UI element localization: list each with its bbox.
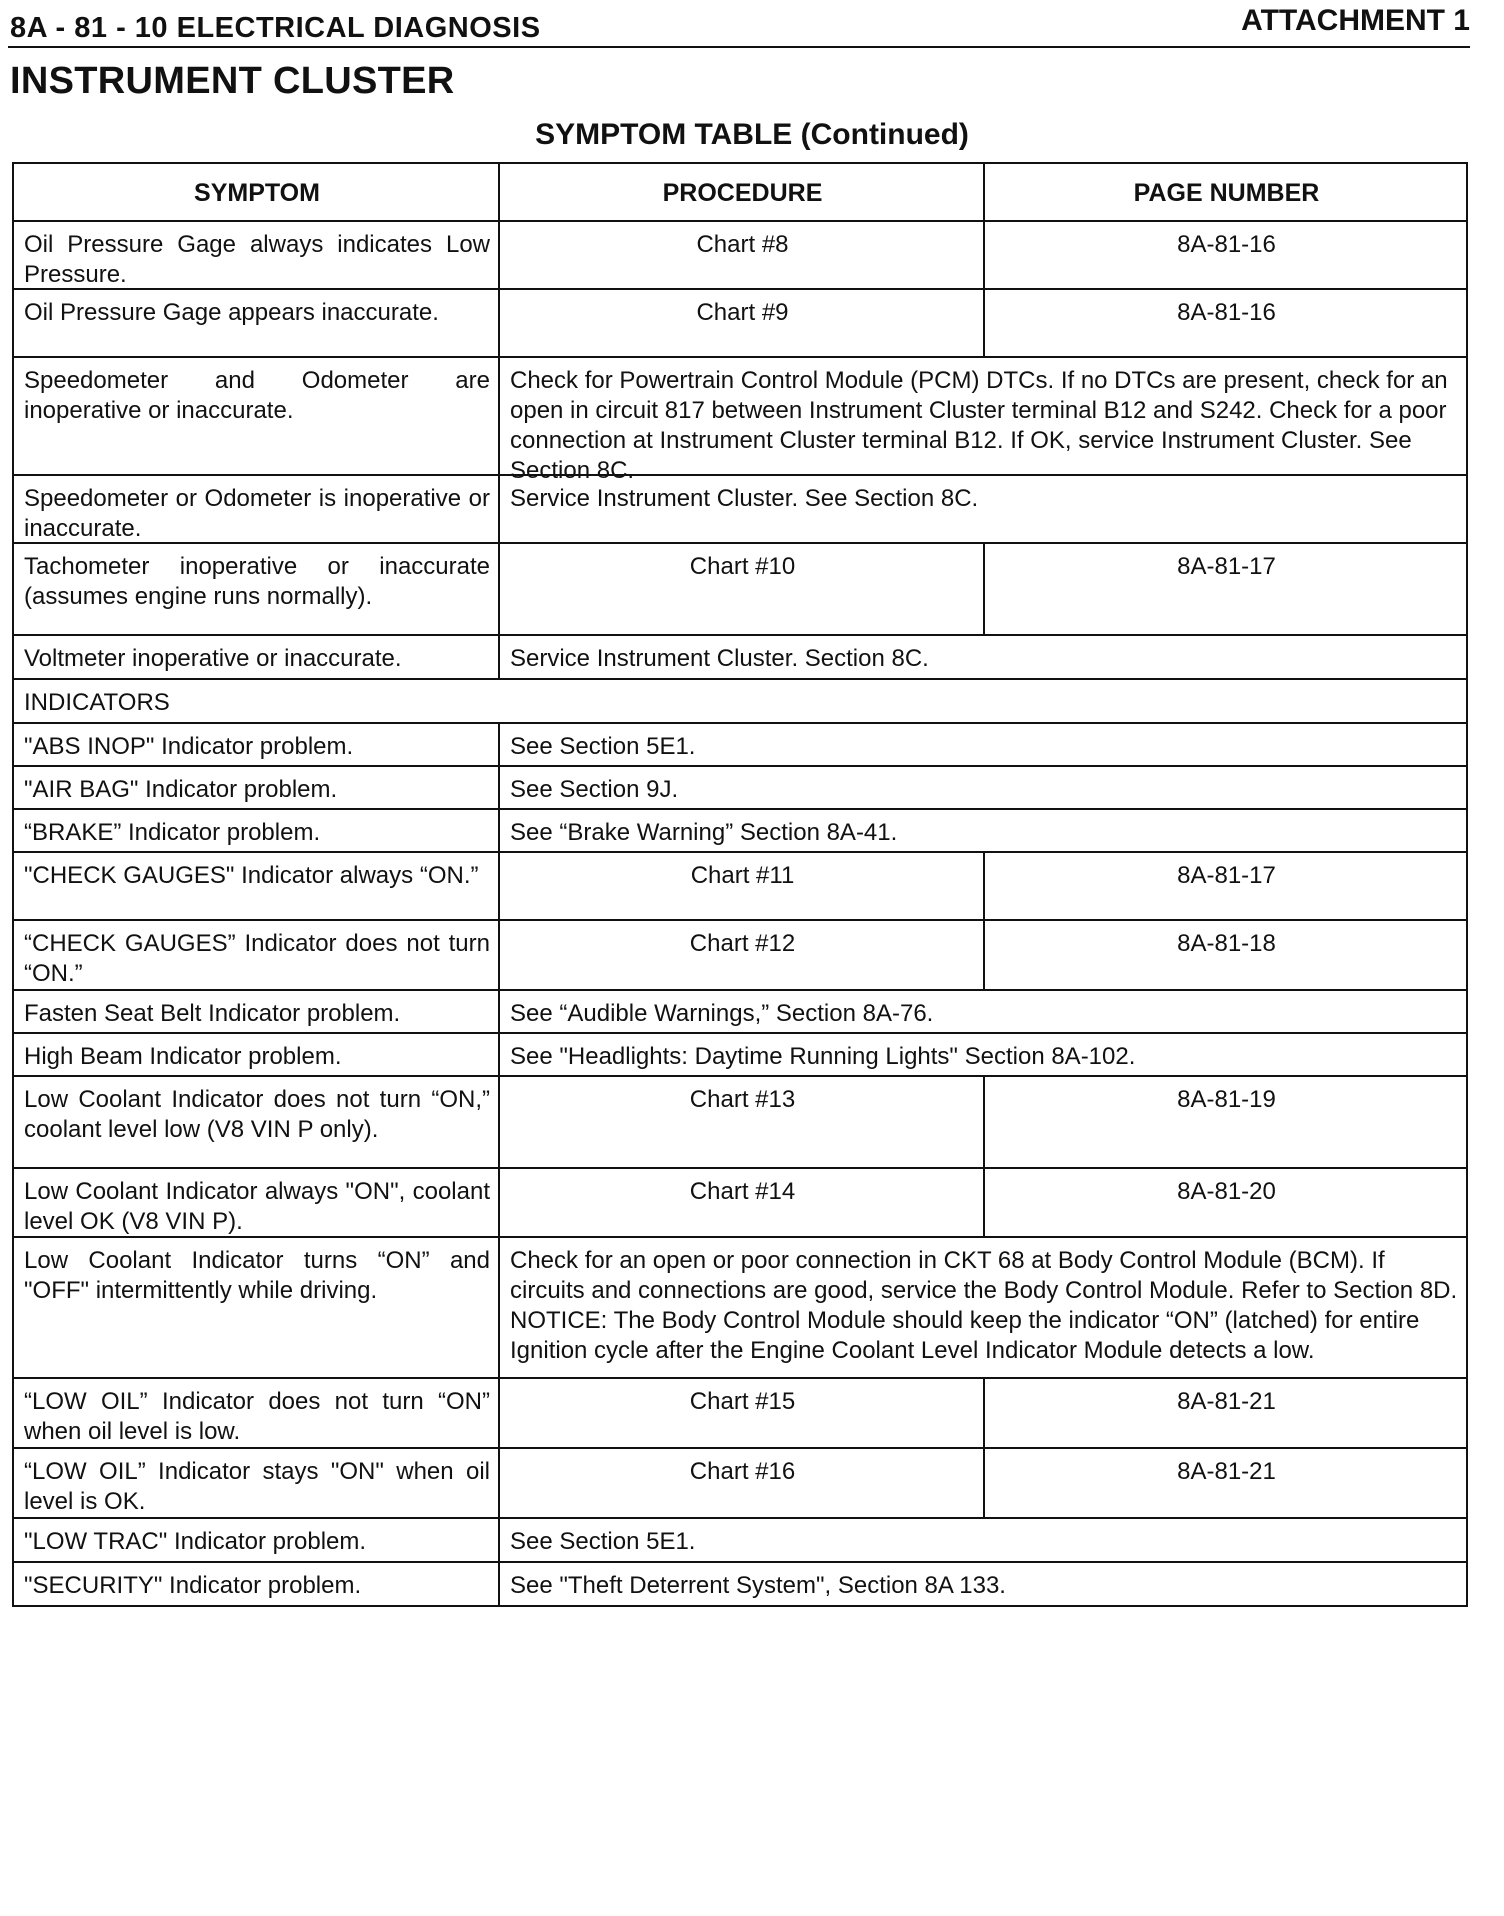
procedure-cell: See “Audible Warnings,” Section 8A-76. bbox=[510, 1000, 934, 1027]
section-title: INSTRUMENT CLUSTER bbox=[10, 60, 455, 102]
page-number-cell: 8A-81-17 bbox=[1177, 862, 1276, 889]
symptom-cell: Speedometer or Odometer is inoperative or inaccurate. bbox=[14, 476, 500, 542]
table-row bbox=[14, 853, 1466, 921]
column-header-procedure: PROCEDURE bbox=[500, 164, 985, 220]
symptom-cell: Fasten Seat Belt Indicator problem. bbox=[14, 991, 500, 1032]
symptom-cell: High Beam Indicator problem. bbox=[14, 1034, 500, 1075]
page-number-cell: 8A-81-20 bbox=[1177, 1178, 1276, 1205]
table-row bbox=[14, 1563, 1466, 1607]
page-reference: 8A - 81 - 10 ELECTRICAL DIAGNOSIS bbox=[10, 12, 541, 44]
procedure-cell: Chart #15 bbox=[500, 1379, 985, 1447]
symptom-cell: "SECURITY" Indicator problem. bbox=[14, 1563, 500, 1605]
page-number-cell: 8A-81-19 bbox=[1177, 1086, 1276, 1113]
table-row bbox=[14, 1034, 1466, 1077]
table-row bbox=[14, 991, 1466, 1034]
procedure-cell: Chart #9 bbox=[500, 290, 985, 356]
column-header-symptom: SYMPTOM bbox=[14, 164, 500, 220]
procedure-cell: Check for an open or poor connection in CKT 68 at Body Control Module (BCM). If circuits and connections are good, service the Body Control Module. Refer to Section 8D. NOTICE: The Body Control Module should keep the indicator “ON” (latched) for entire Ignition cycle after the Engine Coolant Level Indicator Module detects a low. bbox=[510, 1247, 1458, 1364]
procedure-cell: Chart #13 bbox=[500, 1077, 985, 1167]
table-row bbox=[14, 358, 1466, 484]
table-row bbox=[14, 1519, 1466, 1563]
table-row bbox=[14, 290, 1466, 358]
table-row bbox=[14, 724, 1466, 767]
symptom-cell: “LOW OIL” Indicator does not turn “ON” when oil level is low. bbox=[14, 1379, 500, 1447]
symptom-cell: “LOW OIL” Indicator stays "ON" when oil level is OK. bbox=[14, 1449, 500, 1517]
procedure-cell: See Section 5E1. bbox=[510, 733, 696, 760]
symptom-cell: Oil Pressure Gage appears inaccurate. bbox=[14, 290, 500, 356]
page-number-cell: 8A-81-16 bbox=[1177, 231, 1276, 258]
procedure-cell: See “Brake Warning” Section 8A-41. bbox=[510, 819, 898, 846]
page-number-cell: 8A-81-16 bbox=[1177, 299, 1276, 326]
table-row bbox=[14, 1169, 1466, 1238]
symptom-table bbox=[12, 162, 1468, 1607]
table-row bbox=[14, 810, 1466, 853]
table-row bbox=[14, 1077, 1466, 1169]
symptom-cell: “CHECK GAUGES” Indicator does not turn “ON.” bbox=[14, 921, 500, 989]
procedure-cell: See Section 5E1. bbox=[510, 1528, 696, 1555]
page-number-cell: 8A-81-21 bbox=[1177, 1388, 1276, 1415]
table-row bbox=[14, 222, 1466, 290]
table-row bbox=[14, 1449, 1466, 1519]
symptom-cell: Low Coolant Indicator turns “ON” and "OFF" intermittently while driving. bbox=[14, 1238, 500, 1377]
procedure-cell: Service Instrument Cluster. Section 8C. bbox=[510, 645, 929, 672]
symptom-cell: "CHECK GAUGES" Indicator always “ON.” bbox=[14, 853, 500, 919]
table-row bbox=[14, 1379, 1466, 1449]
procedure-cell: Check for Powertrain Control Module (PCM) DTCs. If no DTCs are present, check for an open in circuit 817 between Instrument Cluster terminal B12 and S242. Check for a poor connection at Instrument Cluster terminal B12. If OK, service Instrument Cluster. See Section 8C. bbox=[510, 367, 1448, 484]
symptom-cell: Low Coolant Indicator does not turn “ON,” coolant level low (V8 VIN P only). bbox=[14, 1077, 500, 1167]
procedure-cell: Chart #14 bbox=[500, 1169, 985, 1236]
symptom-cell: “BRAKE” Indicator problem. bbox=[14, 810, 500, 851]
table-row bbox=[14, 767, 1466, 810]
procedure-cell: See Section 9J. bbox=[510, 776, 679, 803]
table-row bbox=[14, 476, 1466, 544]
table-header-row bbox=[14, 164, 1466, 222]
section-label: INDICATORS bbox=[24, 689, 170, 716]
table-row bbox=[14, 544, 1466, 636]
symptom-cell: Voltmeter inoperative or inaccurate. bbox=[14, 636, 500, 678]
symptom-cell: "ABS INOP" Indicator problem. bbox=[14, 724, 500, 765]
symptom-cell: Low Coolant Indicator always "ON", coolant level OK (V8 VIN P). bbox=[14, 1169, 500, 1236]
procedure-cell: Chart #11 bbox=[500, 853, 985, 919]
table-section-row bbox=[14, 680, 1466, 724]
table-row bbox=[14, 921, 1466, 991]
procedure-cell: See "Headlights: Daytime Running Lights" Section 8A-102. bbox=[510, 1043, 1136, 1070]
page-header bbox=[8, 2, 1470, 48]
table-title: SYMPTOM TABLE (Continued) bbox=[535, 118, 969, 151]
table-row bbox=[14, 636, 1466, 680]
table-row bbox=[14, 1238, 1466, 1379]
symptom-cell: Oil Pressure Gage always indicates Low Pressure. bbox=[14, 222, 500, 288]
procedure-cell: See "Theft Deterrent System", Section 8A 133. bbox=[510, 1572, 1006, 1599]
symptom-cell: Tachometer inoperative or inaccurate (assumes engine runs normally). bbox=[14, 544, 500, 634]
symptom-cell: "LOW TRAC" Indicator problem. bbox=[14, 1519, 500, 1561]
attachment-label: ATTACHMENT 1 bbox=[1241, 4, 1470, 37]
procedure-cell: Chart #16 bbox=[500, 1449, 985, 1517]
page-number-cell: 8A-81-18 bbox=[1177, 930, 1276, 957]
column-header-page-number: PAGE NUMBER bbox=[1133, 179, 1320, 207]
procedure-cell: Chart #12 bbox=[500, 921, 985, 989]
page-number-cell: 8A-81-17 bbox=[1177, 553, 1276, 580]
procedure-cell: Service Instrument Cluster. See Section 8C. bbox=[510, 485, 979, 512]
procedure-cell: Chart #10 bbox=[500, 544, 985, 634]
symptom-cell: Speedometer and Odometer are inoperative or inaccurate. bbox=[14, 358, 500, 474]
page-number-cell: 8A-81-21 bbox=[1177, 1458, 1276, 1485]
procedure-cell: Chart #8 bbox=[500, 222, 985, 288]
symptom-cell: "AIR BAG" Indicator problem. bbox=[14, 767, 500, 808]
